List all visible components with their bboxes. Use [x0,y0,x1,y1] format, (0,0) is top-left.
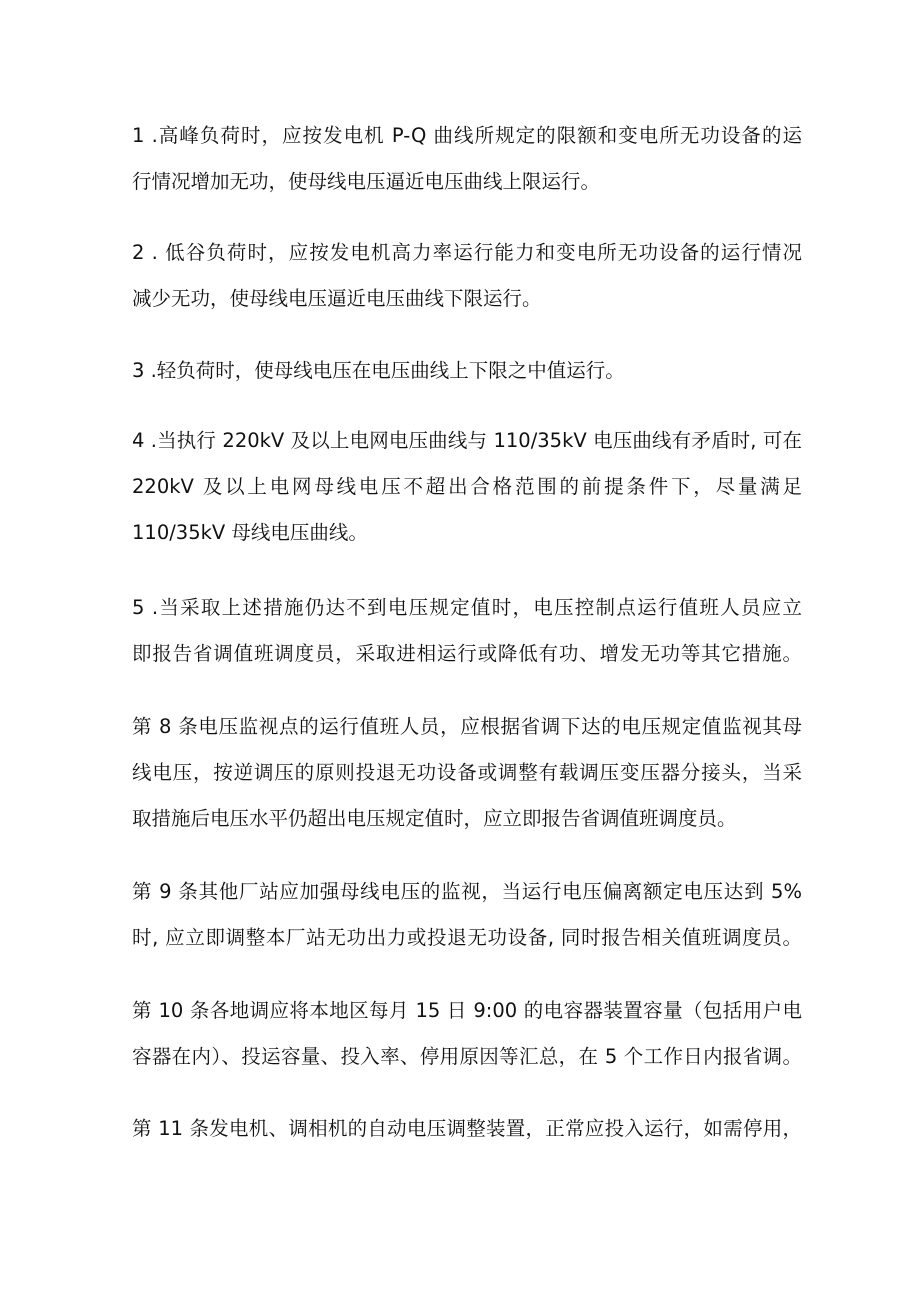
paragraph-line: 3 .轻负荷时，使母线电压在电压曲线上下限之中值运行。 [132,359,625,382]
paragraph-line: 第 11 条发电机、调相机的自动电压调整装置，正常应投入运行，如需停用， [132,1117,802,1140]
paragraph-line: 第 8 条电压监视点的运行值班人员，应根据省调下达的电压规定值监视其母 [132,715,802,738]
paragraph-item-5 [132,585,802,677]
paragraph-line: 即报告省调值班调度员，采取进相运行或降低有功、增发无功等其它措施。 [132,642,802,665]
paragraph-line: 110/35kV 母线电压曲线。 [132,521,368,544]
paragraph-item-4 [132,418,802,556]
paragraph-line: 220kV 及以上电网母线电压不超出合格范围的前提条件下，尽量满足 [132,475,802,498]
paragraph-item-3 [132,348,802,394]
article-10 [132,988,802,1080]
paragraph-line: 1 .高峰负荷时，应按发电机 P-Q 曲线所规定的限额和变电所无功设备的运 [132,124,802,147]
paragraph-line: 4 .当执行 220kV 及以上电网电压曲线与 110/35kV 电压曲线有矛盾时, 可在 [132,429,802,452]
article-8 [132,704,802,842]
article-11 [132,1106,802,1152]
paragraph-line: 2 . 低谷负荷时，应按发电机高力率运行能力和变电所无功设备的运行情况 [132,241,802,264]
article-9 [132,869,802,961]
paragraph-line: 第 9 条其他厂站应加强母线电压的监视，当运行电压偏离额定电压达到 5% [132,880,802,903]
paragraph-line: 取措施后电压水平仍超出电压规定值时，应立即报告省调值班调度员。 [132,807,737,830]
paragraph-line: 减少无功，使母线电压逼近电压曲线下限运行。 [132,287,542,310]
paragraph-line: 容器在内）、投运容量、投入率、停用原因等汇总，在 5 个工作日内报省调。 [132,1045,802,1068]
paragraph-line: 第 10 条各地调应将本地区每月 15 日 9:00 的电容器装置容量（包括用户电 [132,999,802,1022]
paragraph-line: 时, 应立即调整本厂站无功出力或投退无功设备, 同时报告相关值班调度员。 [132,926,802,949]
paragraph-line: 5 .当采取上述措施仍达不到电压规定值时，电压控制点运行值班人员应立 [132,596,802,619]
paragraph-line: 行情况增加无功，使母线电压逼近电压曲线上限运行。 [132,170,601,193]
paragraph-item-1 [132,113,802,205]
paragraph-item-2 [132,230,802,322]
paragraph-line: 线电压，按逆调压的原则投退无功设备或调整有载调压变压器分接头，当采 [132,761,802,784]
